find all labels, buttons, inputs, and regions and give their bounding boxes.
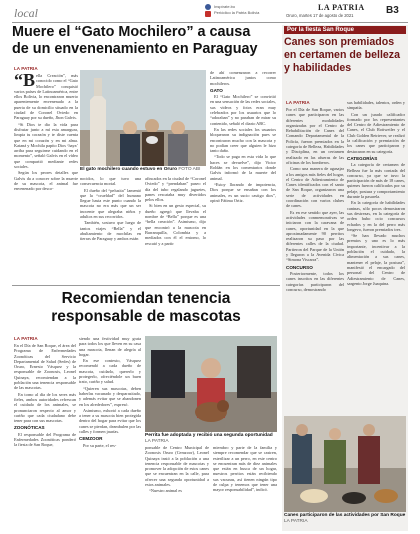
story1-col2-p1: nocidos, lo que tuvo una consecuencia mortal. [80, 176, 141, 187]
canes-premiados-photo [284, 416, 406, 512]
story1-caption [80, 167, 206, 173]
header-social-icon-2 [205, 11, 211, 17]
story3-col2-p1: sus habilidades, talentos, orden y simpatía. [347, 100, 405, 111]
story1-photo [80, 70, 206, 166]
story3-column-2 [347, 100, 405, 413]
story3-col2b-p1: La categoría de certamen de Belleza fue la más contada del concurso, ya que se tuvo la participación de más de 18 canes, quienes fueron calificados por su pelaje, postura y comportamiento durante la pasarela. [347, 162, 405, 200]
story2-photo [145, 336, 277, 432]
story2-caption-credit: LA PATRIA [145, 438, 169, 444]
story1-col1-p2: “Si Dios te dio la vida para disfrutar junto a mí esta amargura, limpia tu corazón y te diste cuenta que en mi corazón y en mi alma. Kataná y Mochila papito Dios ‘haya’ arriba para seguirme cuidando en el momento”, señaló Galvis en el vídeo que compartió mediante redes sociales. [14, 121, 78, 170]
story2-headline [12, 290, 280, 326]
story2-col2-p3: “Quieren sus mascotas, deben haberlas vacunado y desparasitado, y además evitar que se abandonen en los alrededores”, expresó. [79, 385, 141, 407]
story3-photo [284, 416, 406, 512]
story2-subhead-cemzoor: CEMZOOR [79, 436, 103, 442]
story3-headline: Canes son premiados en certamen de belleza y habilidades [284, 36, 400, 74]
story2-caption-text: Perrita fue adoptada y recibió una segunda oportunidad [145, 433, 273, 438]
story1-column-1 [14, 73, 78, 273]
story1-col4b-p4: “Estoy llorando de impotencia, Dios porque se ensañan con los animales, es un sucio castigo dios”, opinó Fátima Ortiz. [210, 181, 276, 203]
story2-byline: LA PATRIA [14, 336, 38, 341]
story3-caption-credit: LA PATRIA [284, 518, 308, 524]
story2-col3-p2: “Nuestro animal es [149, 488, 182, 494]
story1-col3-p1: afincados en la ciudad de “Coronel Oviedo” y “prendaban” paseo el día del tubo regalando juguetes, panes rescataba muy divertidos pelos ellos. [145, 176, 206, 203]
gato-mochilero-photo [80, 70, 206, 166]
story1-caption-text: El gato mochilero cuando estuvo en Oruro [80, 167, 178, 172]
story1-col1-p1: ella Creación”, más conocido como el “Gato Mochilero” conquistó varios países de Latinoamérica, entre ellos Bolivia, lo encontraron muerto aparentemente envenenado a la puerta de su domicilio situado en la ciudad de Coronel Oviedo en Paraguay por su dueño, Jhon Galvis. [14, 73, 78, 121]
story1-dropcap: “B [14, 73, 36, 90]
story3-caption-text: Canes participaron de las actividades por San Roque [284, 513, 406, 518]
story3-col1-p3: Es en ese sentido que ayer, las actividades conmemorativas se iniciaron con la caravana de canes, oportunidad en la que aproximadamente 90 perritos realizaron su paso por las diferentes calles de la ciudad. Partieron del Parque de la Unión y llegaron a la Avenida Cívica “Simona Viscarra”. [286, 209, 344, 263]
story2-col2-p2: En ese contexto, Vásquez recomendó a cada dueño de mascota, cuidarlo, quererlo y protegerlo, ofreciéndole un buen trato, cariño y salud. [79, 358, 141, 385]
header-center-line1: Inspírate.bo [214, 4, 236, 9]
paper-name: LA PATRIA [318, 3, 365, 12]
story3-byline: LA PATRIA [286, 100, 310, 105]
story2-caption [145, 433, 277, 444]
page-header [0, 0, 420, 22]
story-divider [12, 285, 280, 286]
story2-col1-p1: En el Día de San Roque, el área del Programa de Enfermedades Zoonóticas del Servicio Departamental de Salud (Sedes) de Oruro, Ernesto Vásquez y la responsable de Zoonosis, Leonel Quinaya, recomiendan a la población una tenencia responsable de las mascotas. [14, 343, 76, 391]
story3-caption [284, 513, 406, 524]
story3-col2b-p2: En la categoría de habilidades caninas, sólo pocos demostraron sus destrezas, en la categoría de orden hubo ocio concursos echados y en la del perro más longevo, fueron premiados tres. [347, 200, 405, 232]
story2-col3-p1: ponsable de Centro Municipal de Zoonosis Oruro (Cemzoor), Leonel Quinaya instó a la población a una tenencia responsable de mascotas y promover la adopción de estos canes que se encuentran en la calle, para ofrecer una segunda oportunidad a estos animales. [145, 445, 209, 488]
story2-col4-p1: miembro y parte de la familia y siempre recomendar que se castren, esterilizar a un perro, en este centro se encuentran más de diez animales que están en busca de un hogar, nuestros perritos están recibiendo sus vacunas, así tienen ningún tipo de culpa y tenemos que tener una mayor responsabilidad”, indicó. [213, 445, 277, 493]
story1-col4-p1: de ahí comenzaron a recorrer Latinoamérica juntos como mochileros. [210, 70, 276, 86]
header-center-line2: Periódico la Patria Bolivia [214, 10, 260, 15]
story2-subhead-zoonoticas: ZOONÓTICAS [14, 425, 45, 431]
perrita-adoptada-photo [145, 336, 277, 432]
header-rule [12, 22, 408, 23]
story1-column-4 [210, 70, 276, 280]
story1-col2-p2: El dueño del “pelusita” lamentó que la “crueldad” del humano llegue hasta este punto cuando la mascota no era más que un ser inocente que alegraba niños y adultos en sus recorridos. [80, 187, 141, 220]
section-label: local [14, 6, 38, 20]
story2-headline-line2: responsable de mascotas [51, 308, 241, 325]
story1-headline-line2: de un envenenamiento en Paraguay [12, 41, 258, 57]
story3-col1-p2: Como una manera de agasajar a los amigos más fieles del hogar, el Centro de Adiestramiento de Canes identificados con el santo de San Roque, organizaron una serie de actividades en coordinación con varios clubes de canes. [286, 166, 344, 209]
story1-byline: LA PATRIA [14, 66, 38, 71]
story1-col2-p3: También, sostuvo que luego de tantos viajes “Bella” y el abultamiento de mochilas en tierras de Paraguay y ambos están [80, 220, 141, 242]
story1-caption-credit: FOTO ABI [178, 167, 201, 172]
story1-column-3 [145, 176, 206, 280]
page-number: B3 [386, 5, 399, 16]
story1-headline [12, 24, 282, 58]
story2-column-1 [14, 343, 76, 529]
story3-subhead-concurso: CONCURSO [286, 264, 313, 270]
story3-column-1 [286, 107, 344, 413]
story3-col1b-p1: Posteriormente, todos los canes inscritos en las diferentes categorías participaron del concurso, demostrando [286, 270, 344, 292]
story2-column-3 [145, 445, 209, 529]
story3-col1-p1: Por el Día de San Roque, varios canes que participaron en las diferentes modalidades organizadas por el Centro de Rehabilitación de Canes del Comando Departamental de la Policía, fueron premiados en la categoría de Belleza, Habilidades y Disciplina, en un certamen realizado en las afueras de las oficinas de los bomberos. [286, 107, 344, 165]
story3-col2-p2: Con un jurado calificador formado por los representantes del Centro de Adiestramiento de Canes, el Club Rottweiler y el Club Golden Retriever, se realizó la calificación y premiación de los canes que participaron y destacaron en su categoría. [347, 111, 405, 154]
story2-col2-p1: siendo una festividad muy grata para todos los que lleven en su casa una mascota, llenan de alegría al hogar. [79, 336, 141, 357]
story1-col1-p3: Según los peores detalles que Galvis da a conocer sobre la muerte de su mascota, el animal fue envenenado por desco- [14, 170, 78, 192]
story1-headline-line1: Muere el “Gato Mochilero” a causa [12, 24, 251, 40]
story2-column-4 [213, 445, 277, 529]
story1-col4b-p2: En las redes sociales los usuarios bloquearon su indignación pues se encontraron mucho con la mascota y no podían creer que alguien le hizo tanto daño. [210, 126, 276, 154]
story2-col2b-p1: Por su parte, el res- [83, 442, 117, 448]
header-social-icon [205, 4, 211, 10]
story2-col2-p4: Asimismo, exhortó a cada dueño a tener a su mascota bien protegida dentro del hogar para evitar que los canes se pierdan, deambulen por las calles y formen jaurías. [79, 407, 141, 435]
story1-col4b-p1: El “Gato Mochilero” se convirtió en una sensación de las redes sociales, sus videos y fotos eran muy celebrados por los usuarios que lo “adoraban” y no paraban de mirar su contenido, señaló el diario ABC. [210, 94, 276, 126]
story2-col1-p2: En torno al día de los seres más fieles, ambos autoridades refrescan el cuidado de los animales, se pronunciaron respecto al amor y cariño que cada ciudadano debe tener para con sus mascotas. [14, 391, 76, 424]
story1-col4b-p3: “Todo se paga en esta vida lo que haces se devuelve”, dijo Victor Roldán en los comentarios donde Galvis informó de la muerte del animal. [210, 154, 276, 181]
story3-kicker: Por la fiesta San Roque [284, 26, 406, 34]
story1-column-2 [80, 176, 141, 280]
story3-col2b-p3: “Se han llevado muchos premios y uno es lo más importante, incentivar a la población el cuidado, la alimentación a sus canes, mantener el pelaje, la postura”, manifestó el encargado del personal del Centro de Adiestramiento de Canes, sargento Jorge Juaquina. [347, 233, 405, 286]
story1-col3-p2: Si bien en un gesto especial, su dueño agregó que llevaba el nombre de “Bella” porque es una “bella creación”. Asimismo, dijo que encontró a la mascota en Barranquilla, Colombia y a mediados con él el entorno, lo rescató y a partir [145, 203, 206, 246]
dateline: Oruro, martes 17 de agosto de 2021 [286, 13, 354, 18]
story2-col1b-p1: El responsable del Programa de Enfermedades Zoonóticas ponderó la fiesta de San Roque, [14, 431, 76, 448]
story1-subhead-gato: GATO [210, 87, 223, 93]
story2-headline-line1: Recomiendan tenencia [61, 290, 231, 307]
story2-column-2 [79, 336, 141, 529]
story3-subhead-categorias: CATEGORÍAS [347, 155, 378, 161]
